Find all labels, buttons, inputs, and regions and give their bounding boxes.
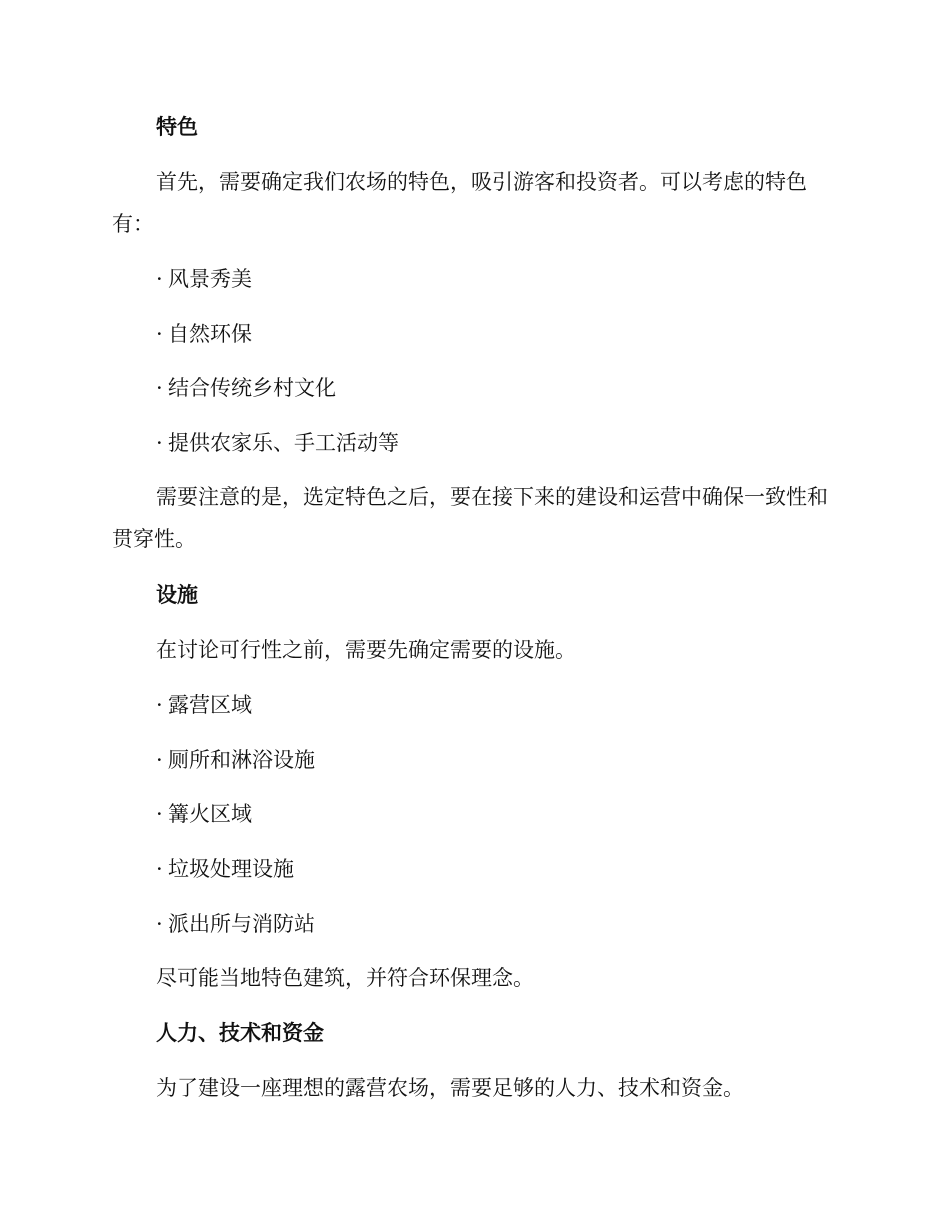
bullet-icon: · [156, 431, 163, 455]
bullet-icon: · [156, 802, 163, 826]
bullet-icon: · [156, 322, 163, 346]
list-item-text: 露营区域 [168, 693, 252, 717]
list-item-text: 提供农家乐、手工活动等 [168, 431, 399, 455]
list-item-text: 结合传统乡村文化 [168, 376, 336, 400]
bullet-icon: · [156, 376, 163, 400]
list-item-text: 自然环保 [168, 322, 252, 346]
bullet-icon: · [156, 912, 163, 936]
list-item [156, 903, 315, 945]
list-item [156, 848, 294, 890]
bullet-icon: · [156, 267, 163, 291]
section-facilities-intro: 在讨论可行性之前，需要先确定需要的设施。 [156, 638, 576, 662]
bullet-icon: · [156, 857, 163, 881]
section-resources-intro: 为了建设一座理想的露营农场，需要足够的人力、技术和资金。 [156, 1076, 744, 1100]
list-item-text: 篝火区域 [168, 802, 252, 826]
list-item [156, 313, 252, 355]
list-item-text: 垃圾处理设施 [168, 857, 294, 881]
section-heading-resources: 人力、技术和资金 [156, 1021, 324, 1045]
list-item [156, 739, 315, 781]
section-features-outro: 需要注意的是，选定特色之后，要在接下来的建设和运营中确保一致性和贯穿性。 [112, 485, 828, 551]
list-item [156, 684, 252, 726]
bullet-icon: · [156, 693, 163, 717]
bullet-icon: · [156, 748, 163, 772]
section-facilities-outro: 尽可能当地特色建筑，并符合环保理念。 [156, 966, 534, 990]
list-item [156, 422, 399, 464]
list-item [156, 258, 252, 300]
section-features-intro: 首先，需要确定我们农场的特色，吸引游客和投资者。可以考虑的特色有： [112, 170, 807, 236]
list-item-text: 厕所和淋浴设施 [168, 748, 315, 772]
list-item-text: 派出所与消防站 [168, 912, 315, 936]
list-item [156, 793, 252, 835]
list-item [156, 367, 336, 409]
list-item-text: 风景秀美 [168, 267, 252, 291]
section-heading-facilities: 设施 [156, 583, 198, 607]
section-heading-features: 特色 [156, 115, 198, 139]
